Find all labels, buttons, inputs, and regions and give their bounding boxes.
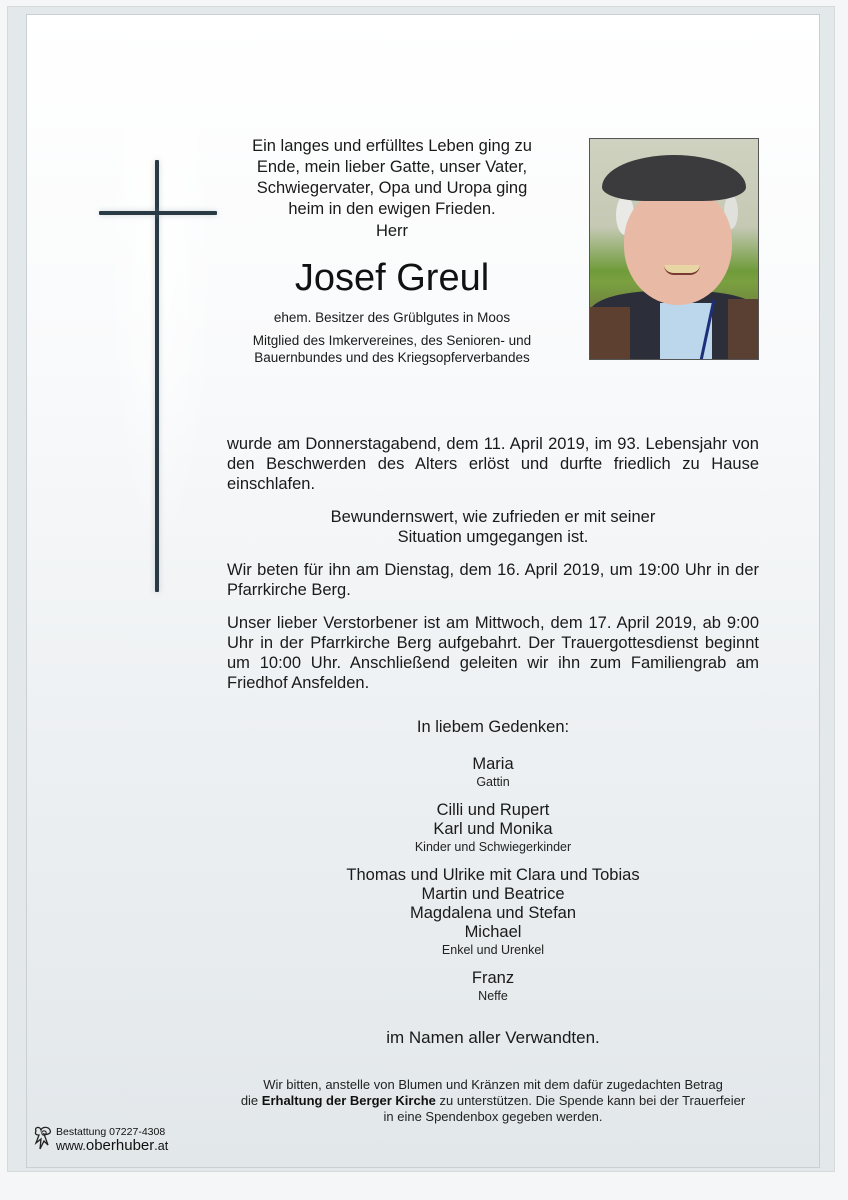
intro-line: Ende, mein lieber Gatte, unser Vater,	[256, 158, 528, 176]
memberships	[222, 332, 562, 366]
mourner-name: Michael	[464, 923, 522, 941]
membership-line: Bauernbundes und des Kriegsopferverbandes	[254, 350, 530, 365]
mourners-heading: In liebem Gedenken:	[416, 718, 570, 736]
mourner-group	[227, 866, 759, 958]
closing-line: im Namen aller Verwandten.	[386, 1028, 600, 1047]
mourner-role: Kinder und Schwiegerkinder	[414, 840, 572, 854]
donation-line	[227, 1093, 759, 1109]
donation-request	[227, 1077, 759, 1125]
quote-line: Bewundernswert, wie zufrieden er mit seiner	[330, 508, 656, 526]
funeral-notice: Unser lieber Verstorbener ist am Mittwoch, dem 17. April 2019, ab 9:00 Uhr in der Pfarrkirche Berg aufgebahrt. Der Trauergottesdienst beginnt um 10:00 Uhr. Anschließend geleiten wir ihn zum Familiengrab am Friedhof Ansfelden.	[227, 614, 759, 692]
mourner-role: Neffe	[478, 989, 508, 1003]
prayer-notice: Wir beten für ihn am Dienstag, dem 16. April 2019, um 19:00 Uhr in der Pfarrkirche Berg.	[227, 561, 759, 599]
donation-line: in eine Spendenbox gegeben werden.	[383, 1109, 603, 1124]
funeral-home-phone: 07227-4308	[109, 1126, 166, 1138]
intro-line: Schwiegervater, Opa und Uropa ging	[256, 179, 528, 197]
funeral-home-label: Bestattung	[56, 1126, 107, 1138]
former-role: ehem. Besitzer des Grüblgutes in Moos	[273, 310, 511, 325]
donation-text: zu unterstützen. Die Spende kann bei der Trauerfeier	[435, 1093, 746, 1108]
intro-line: Ein langes und erfülltes Leben ging zu	[252, 137, 532, 155]
photo-cap	[602, 155, 746, 201]
url-main: oberhuber	[85, 1137, 155, 1154]
angel-logo-icon	[32, 1125, 54, 1151]
mourner-group	[227, 969, 759, 1004]
donation-cause: Erhaltung der Berger Kirche	[261, 1093, 436, 1108]
photo-face	[624, 187, 732, 305]
intro-line: heim in den ewigen Frieden.	[288, 200, 496, 218]
quote-line: Situation umgegangen ist.	[397, 528, 589, 546]
mourner-name: Martin und Beatrice	[421, 885, 565, 903]
death-notice: wurde am Donnerstagabend, dem 11. April 2019, im 93. Lebensjahr von den Beschwerden des Alters erlöst und durfte friedlich zu Hause einschlafen.	[227, 435, 759, 493]
mourner-name: Thomas und Ulrike mit Clara und Tobias	[346, 866, 640, 884]
mourner-role: Enkel und Urenkel	[441, 943, 545, 957]
url-prefix: www.	[56, 1139, 86, 1153]
cross-glow	[96, 130, 226, 610]
funeral-home-logo	[32, 1125, 172, 1155]
mourner-name: Magdalena und Stefan	[409, 904, 577, 922]
donation-text: die	[240, 1093, 262, 1108]
cross-icon	[155, 160, 159, 592]
mourner-name: Maria	[472, 755, 514, 773]
photo-coat-right	[728, 299, 759, 360]
quote	[227, 507, 759, 547]
photo-smile	[664, 265, 700, 275]
intro-text	[222, 136, 562, 220]
deceased-name: Josef Greul	[294, 257, 490, 299]
photo-coat-left	[590, 307, 630, 360]
portrait-photo	[589, 138, 759, 360]
membership-line: Mitglied des Imkervereines, des Senioren- und	[252, 333, 532, 348]
funeral-home-url[interactable]	[56, 1137, 168, 1154]
mourner-group	[227, 801, 759, 855]
donation-line: Wir bitten, anstelle von Blumen und Kränzen mit dem dafür zugedachten Betrag	[263, 1077, 723, 1092]
salutation: Herr	[375, 222, 409, 240]
mourner-role: Gattin	[476, 775, 510, 789]
mourners-list	[227, 755, 759, 1015]
mourner-name: Cilli und Rupert	[436, 801, 550, 819]
url-suffix: .at	[154, 1139, 169, 1153]
mourner-group	[227, 755, 759, 790]
mourner-name: Karl und Monika	[433, 820, 553, 838]
cross-icon-beam	[99, 211, 217, 215]
mourner-name: Franz	[471, 969, 515, 987]
